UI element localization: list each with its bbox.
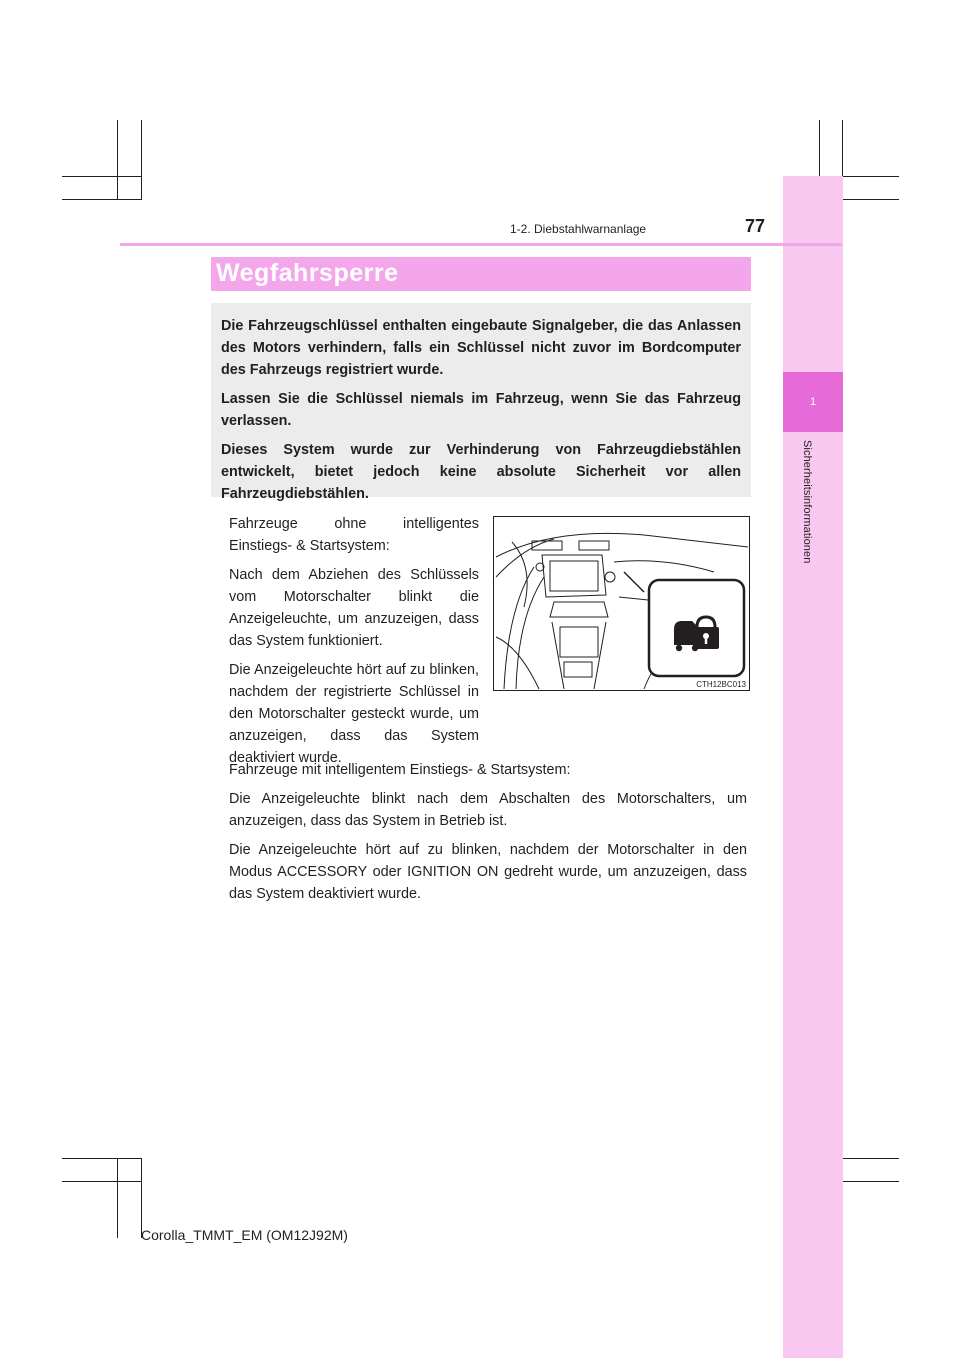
header-rule (120, 243, 842, 246)
body-paragraph: Fahrzeuge mit intelligentem Einstiegs- & Startsystem: (229, 762, 571, 778)
crop-mark (141, 120, 142, 200)
figure-code: CTH12BC013 (696, 680, 746, 689)
crop-mark (117, 1158, 118, 1238)
crop-mark (62, 176, 142, 177)
body-full-column (229, 759, 747, 912)
body-paragraph: Die Anzeigeleuchte hört auf zu blinken, nachdem der Motorschalter in den Modus ACCESSORY oder IGNITION ON gedreht wurde, um anzuzeigen, dass das System deaktiviert wurde. (229, 842, 747, 902)
chapter-side-tab (783, 176, 843, 1358)
chapter-title: Sicherheitsinformationen (801, 440, 813, 564)
intro-paragraph: Die Fahrzeugschlüssel enthalten eingebaute Signalgeber, die das Anlassen des Motors verhindern, falls ein Schlüssel nicht zuvor im Bordcomputer des Fahrzeugs registriert wurde. (221, 318, 741, 378)
chapter-number: 1 (783, 372, 843, 432)
body-paragraph: Die Anzeigeleuchte hört auf zu blinken, nachdem der registrierte Schlüssel in den Motorschalter gesteckt wurde, um anzuzeigen, dass das System deaktiviert wurde. (229, 662, 479, 766)
crop-mark (117, 120, 118, 200)
body-left-column (229, 513, 479, 776)
body-paragraph: Nach dem Abziehen des Schlüssels vom Motorschalter blinkt die Anzeigeleuchte, um anzuzeigen, dass das System funktioniert. (229, 567, 479, 649)
footer-document-id: Corolla_TMMT_EM (OM12J92M) (141, 1227, 348, 1243)
intro-paragraph: Dieses System wurde zur Verhinderung von Fahrzeugdiebstählen entwickelt, bietet jedoch keine absolute Sicherheit vor allen Fahrzeugdiebstählen. (221, 442, 741, 502)
intro-box (211, 303, 751, 502)
intro-paragraph: Lassen Sie die Schlüssel niemals im Fahrzeug, wenn Sie das Fahrzeug verlassen. (221, 391, 741, 429)
page-number: 77 (745, 216, 766, 236)
crop-mark (62, 1181, 142, 1182)
crop-mark (141, 1158, 142, 1238)
page-title: Wegfahrsperre (216, 259, 399, 287)
crop-mark (62, 1158, 142, 1159)
dashboard-illustration (493, 516, 750, 691)
dashboard-drawing (494, 517, 749, 690)
body-paragraph: Die Anzeigeleuchte blinkt nach dem Abschalten des Motorschalters, um anzuzeigen, dass das System in Betrieb ist. (229, 791, 747, 829)
section-title: 1-2. Diebstahlwarnanlage (510, 222, 647, 236)
body-paragraph: Fahrzeuge ohne intelligentes Einstiegs- & Startsystem: (229, 516, 479, 554)
crop-mark (62, 199, 142, 200)
